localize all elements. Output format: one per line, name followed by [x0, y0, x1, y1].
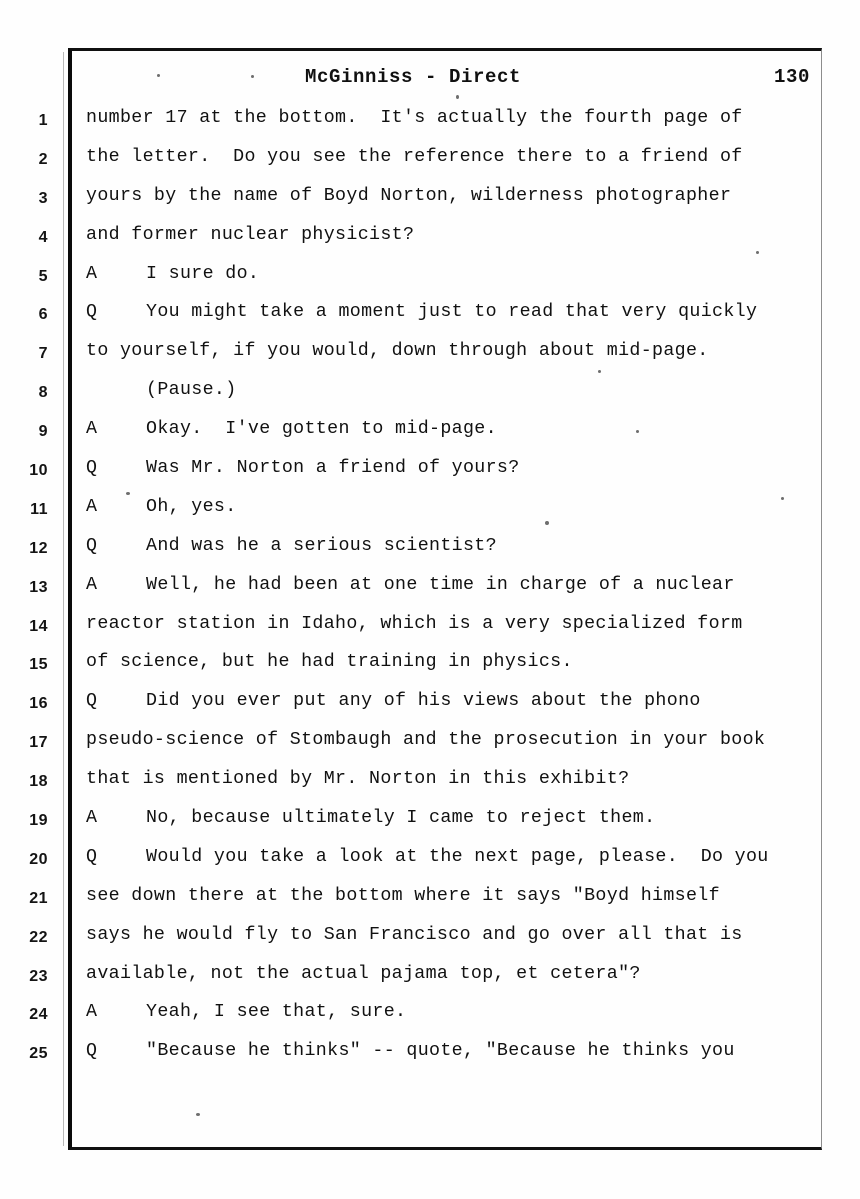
line-number: 24 — [29, 1006, 48, 1024]
line-content: Yeah, I see that, sure. — [146, 1002, 407, 1023]
line-text — [86, 536, 816, 556]
line-number: 4 — [38, 228, 48, 246]
transcript-line — [0, 614, 860, 653]
line-text — [86, 497, 816, 517]
transcript-line — [0, 225, 860, 264]
line-content: (Pause.) — [146, 380, 237, 401]
transcript-line — [0, 691, 860, 730]
line-text — [86, 264, 816, 284]
line-text — [86, 341, 816, 361]
line-text — [86, 847, 816, 867]
line-text — [86, 108, 816, 128]
line-content: Okay. I've gotten to mid-page. — [146, 419, 497, 440]
transcript-line — [0, 147, 860, 186]
line-text — [86, 225, 816, 245]
speaker-label: Q — [86, 691, 98, 712]
transcript-line — [0, 302, 860, 341]
line-text — [86, 147, 816, 167]
line-number: 23 — [29, 967, 48, 985]
line-content: see down there at the bottom where it says "Boyd himself — [86, 885, 720, 906]
line-text — [86, 458, 816, 478]
transcript-line — [0, 925, 860, 964]
line-number: 14 — [29, 617, 48, 635]
line-number: 7 — [38, 345, 48, 363]
transcript-line — [0, 419, 860, 458]
line-number: 1 — [38, 112, 48, 129]
line-number: 22 — [29, 928, 48, 946]
line-text — [86, 808, 816, 828]
line-content: yours by the name of Boyd Norton, wilderness photographer — [86, 185, 732, 206]
line-text — [86, 302, 816, 322]
line-number: 25 — [29, 1045, 48, 1063]
line-number: 10 — [29, 462, 48, 480]
line-content: No, because ultimately I came to reject them. — [146, 808, 656, 829]
line-content: to yourself, if you would, down through about mid-page. — [86, 341, 709, 362]
transcript-line — [0, 1002, 860, 1041]
line-number: 11 — [30, 500, 48, 518]
line-content: says he would fly to San Francisco and go over all that is — [86, 924, 743, 945]
transcript-line — [0, 108, 860, 147]
transcript-line — [0, 575, 860, 614]
speaker-label: A — [86, 574, 98, 595]
line-content: and former nuclear physicist? — [86, 224, 415, 245]
transcript-line — [0, 497, 860, 536]
transcript-line — [0, 186, 860, 225]
line-content: Would you take a look at the next page, please. Do you — [146, 846, 769, 867]
line-content: Oh, yes. — [146, 496, 237, 517]
page-header — [68, 66, 822, 100]
line-number: 15 — [29, 656, 48, 674]
line-number: 12 — [29, 539, 48, 557]
line-text — [86, 1002, 816, 1022]
line-number: 6 — [38, 306, 48, 324]
line-text — [86, 691, 816, 711]
transcript-line — [0, 380, 860, 419]
speaker-label: Q — [86, 1041, 98, 1062]
line-content: the letter. Do you see the reference there to a friend of — [86, 146, 743, 167]
transcript-line — [0, 964, 860, 1003]
line-content: of science, but he had training in physics. — [86, 652, 573, 673]
line-content: Was Mr. Norton a friend of yours? — [146, 458, 520, 479]
transcript-line — [0, 808, 860, 847]
transcript-line — [0, 847, 860, 886]
scan-speck — [196, 1113, 200, 1116]
line-text — [86, 575, 816, 595]
transcript-line — [0, 536, 860, 575]
speaker-label: Q — [86, 458, 98, 479]
line-text — [86, 380, 816, 400]
line-content: Did you ever put any of his views about the phono — [146, 691, 701, 712]
transcript-body — [0, 108, 860, 1080]
line-text — [86, 925, 816, 945]
line-text — [86, 769, 816, 789]
line-text — [86, 186, 816, 206]
page-title: McGinniss - Direct — [304, 66, 522, 88]
line-number: 5 — [38, 267, 48, 285]
line-text — [86, 419, 816, 439]
line-content: pseudo-science of Stombaugh and the prosecution in your book — [86, 730, 766, 751]
speaker-label: Q — [86, 535, 98, 556]
transcript-line — [0, 730, 860, 769]
line-text — [86, 1041, 816, 1061]
speaker-label: A — [86, 1002, 98, 1023]
speaker-label: A — [86, 419, 98, 440]
line-number: 21 — [29, 889, 48, 907]
transcript-line — [0, 769, 860, 808]
line-number: 2 — [38, 150, 48, 168]
transcript-line — [0, 264, 860, 303]
line-content: that is mentioned by Mr. Norton in this exhibit? — [86, 769, 630, 790]
transcript-line — [0, 886, 860, 925]
transcript-line — [0, 652, 860, 691]
transcript-line — [0, 458, 860, 497]
speaker-label: A — [86, 496, 98, 517]
line-number: 9 — [38, 423, 48, 441]
line-number: 16 — [29, 695, 48, 713]
line-content: You might take a moment just to read that very quickly — [146, 302, 758, 323]
speaker-label: A — [86, 263, 98, 284]
line-text — [86, 886, 816, 906]
line-number: 20 — [29, 850, 48, 868]
transcript-line — [0, 1041, 860, 1080]
line-text — [86, 730, 816, 750]
line-number: 19 — [29, 812, 48, 830]
line-number: 8 — [38, 384, 48, 402]
line-content: available, not the actual pajama top, et cetera"? — [86, 963, 641, 984]
line-text — [86, 614, 816, 634]
transcript-line — [0, 341, 860, 380]
speaker-label: Q — [86, 302, 98, 323]
line-content: I sure do. — [146, 263, 260, 284]
line-content: And was he a serious scientist? — [146, 535, 497, 556]
line-content: number 17 at the bottom. It's actually the fourth page of — [86, 108, 743, 128]
page-number: 130 — [773, 66, 810, 88]
line-text — [86, 964, 816, 984]
line-content: Well, he had been at one time in charge of a nuclear — [146, 574, 735, 595]
line-content: reactor station in Idaho, which is a very specialized form — [86, 613, 743, 634]
line-text — [86, 652, 816, 672]
line-number: 13 — [29, 578, 48, 596]
speaker-label: Q — [86, 846, 98, 867]
line-number: 3 — [38, 189, 48, 207]
line-number: 17 — [29, 734, 48, 752]
speaker-label: A — [86, 808, 98, 829]
line-number: 18 — [29, 773, 48, 791]
line-content: "Because he thinks" -- quote, "Because he thinks you — [146, 1041, 735, 1062]
